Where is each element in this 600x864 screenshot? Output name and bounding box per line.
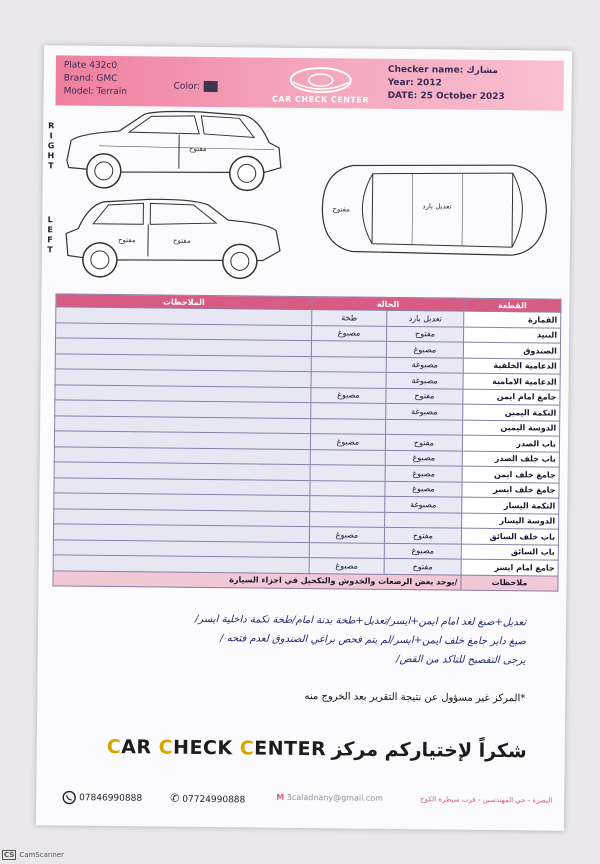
mail-icon: M <box>276 792 285 802</box>
logo-text: CAR CHECK CENTER <box>271 94 370 105</box>
paint-cell <box>310 496 385 512</box>
inspection-report-page <box>36 45 572 830</box>
part-cell: جامغ امام ايسر <box>461 559 558 576</box>
whatsapp-icon <box>62 790 76 804</box>
report-header <box>55 55 563 110</box>
part-cell: جامغ خلف ايمن <box>462 466 559 483</box>
notes-header: الملاحظات <box>56 294 312 310</box>
model: Model: Terrain <box>63 86 128 98</box>
fix-cell: مصبوغة <box>386 372 463 388</box>
thanks-english: CAR CHECK CENTER <box>106 735 327 761</box>
note-line: يرجى التفصيح للتاكد من القص/ <box>396 653 526 667</box>
fix-cell: مصبوغة <box>386 357 463 373</box>
contact-footer <box>48 785 556 814</box>
table-body <box>53 322 561 575</box>
part-cell: باب خلف السائق <box>461 528 558 545</box>
footer-note: يوجد بعض الرصعات والخدوش والتكحيل في اجزاء السيارة/ <box>53 570 461 590</box>
paint-cell: مصبوغ <box>309 558 384 574</box>
paint-cell: مصبوغ <box>309 527 384 543</box>
fix-header: تعديل بارد <box>387 310 464 326</box>
part-cell: جامغ خلف ايسر <box>462 482 559 499</box>
vehicle-info <box>64 59 128 99</box>
fix-cell: مفتوح <box>387 326 464 342</box>
part-cell: الصندوق <box>463 342 560 359</box>
footer-label: ملاحظات <box>461 575 558 592</box>
color-field <box>174 81 218 92</box>
thanks-arabic: شكراً لإختياركم مركز <box>331 738 527 763</box>
car-top-view-diagram <box>312 153 553 266</box>
paint-cell <box>310 480 385 496</box>
phone-contact[interactable] <box>170 792 245 806</box>
part-header: القطعة <box>464 298 561 312</box>
disclaimer: *المركز غير مسؤول عن نتيجة التقرير بعد الخروج منه <box>304 691 526 705</box>
part-cell: التكمة اليمين <box>463 404 560 421</box>
fix-cell: مصبوغة <box>386 403 463 419</box>
fix-cell <box>386 419 463 435</box>
part-cell: جامغ امام ايمن <box>463 389 560 406</box>
scanner-watermark <box>2 850 64 860</box>
open-mark: مفتوح <box>188 144 207 153</box>
paint-cell <box>310 449 385 465</box>
handwritten-notes <box>56 608 527 670</box>
checker-name: Checker name: مشارك <box>387 64 499 77</box>
paint-cell: مصبوغ <box>312 325 387 341</box>
paint-cell <box>311 418 386 434</box>
camscanner-logo: CS <box>4 851 15 859</box>
fix-cell: مصبوغ <box>384 543 461 559</box>
phone-icon: ✆ <box>170 791 180 805</box>
part-cell: التكمة اليسار <box>462 497 559 514</box>
fix-cell: مصبوغ <box>386 341 463 357</box>
report-date: DATE: 25 October 2023 <box>387 90 505 103</box>
paint-cell: مصبوغ <box>311 387 386 403</box>
phone-number: 07724990888 <box>182 794 246 806</box>
paint-cell <box>311 372 386 388</box>
part-cell: الدعامية الامامية <box>463 373 560 390</box>
part-cell: الدوسة اليمين <box>463 420 560 437</box>
paint-cell <box>311 341 386 357</box>
brand: Brand: GMC <box>63 73 118 85</box>
paint-cell <box>311 356 386 372</box>
part-cell: باب السائق <box>461 544 558 561</box>
part-cell: باب خلف الصدر <box>462 451 559 468</box>
condition-header: الحالة <box>312 297 464 312</box>
fix-cell: مفتوح <box>386 388 463 404</box>
fix-cell: مصبوغة <box>385 496 462 512</box>
paint-cell <box>310 511 385 527</box>
part-cell: الدعامية الخلفية <box>463 358 560 375</box>
paint-cell <box>310 465 385 481</box>
part-cell: باب الصدر <box>462 435 559 452</box>
checker-info <box>388 64 505 104</box>
part-subheader: القمارة <box>464 311 561 328</box>
whatsapp-contact[interactable] <box>62 790 142 805</box>
note-line: تعديل+صبغ لغد امام ايمن+ايسر/تعديل+طخة بدنة امام/طخة تكمة داخلية ايسر/ <box>195 613 527 629</box>
car-check-center-logo <box>270 64 370 105</box>
thanks-banner <box>107 736 527 762</box>
address: البصرة - حي المهندسين - قرب سيطرة الكوخ <box>420 795 553 805</box>
paint-cell <box>311 403 386 419</box>
left-side-label: L E F T <box>47 215 53 255</box>
color-swatch <box>204 81 218 92</box>
year: Year: 2012 <box>387 77 442 89</box>
fix-cell: مصبوغ <box>385 481 462 497</box>
fix-cell: مصبوغ <box>385 465 462 481</box>
open-mark: مفتوح <box>332 205 350 214</box>
paint-cell <box>309 542 384 558</box>
fix-cell <box>385 512 462 528</box>
open-mark: مفتوح <box>173 236 191 245</box>
cold-fix-mark: تعديل بارد <box>422 202 452 211</box>
color-label: Color: <box>173 81 201 92</box>
right-side-label: R I G H T <box>47 121 55 171</box>
whatsapp-number: 07846990888 <box>79 793 143 804</box>
email-contact[interactable] <box>276 793 383 803</box>
part-cell: الدوسة اليسار <box>462 513 559 530</box>
fix-cell: مفتوح <box>385 434 462 450</box>
paint-cell: مصبوغ <box>310 434 385 450</box>
plate-number: Plate 432c0 <box>63 60 118 72</box>
email-address: 3caladnany@gmail.com <box>286 792 384 803</box>
paint-header: طخة <box>312 310 387 326</box>
inspection-table <box>52 293 561 591</box>
camscanner-text: CamScanner <box>19 851 64 859</box>
open-mark: مفتوح <box>118 236 136 245</box>
fix-cell: مصبوغ <box>385 450 462 466</box>
car-left-view-diagram <box>58 193 289 285</box>
part-cell: البنيد <box>464 327 561 344</box>
note-line: صبغ داير جامغ خلف ايمن+ايسر/لم يتم فحص براغي الصندوق لعدم فتحه / <box>220 633 526 648</box>
fix-cell: مفتوح <box>384 527 461 543</box>
fix-cell: مفتوح <box>384 558 461 574</box>
car-right-view-diagram <box>59 105 290 197</box>
